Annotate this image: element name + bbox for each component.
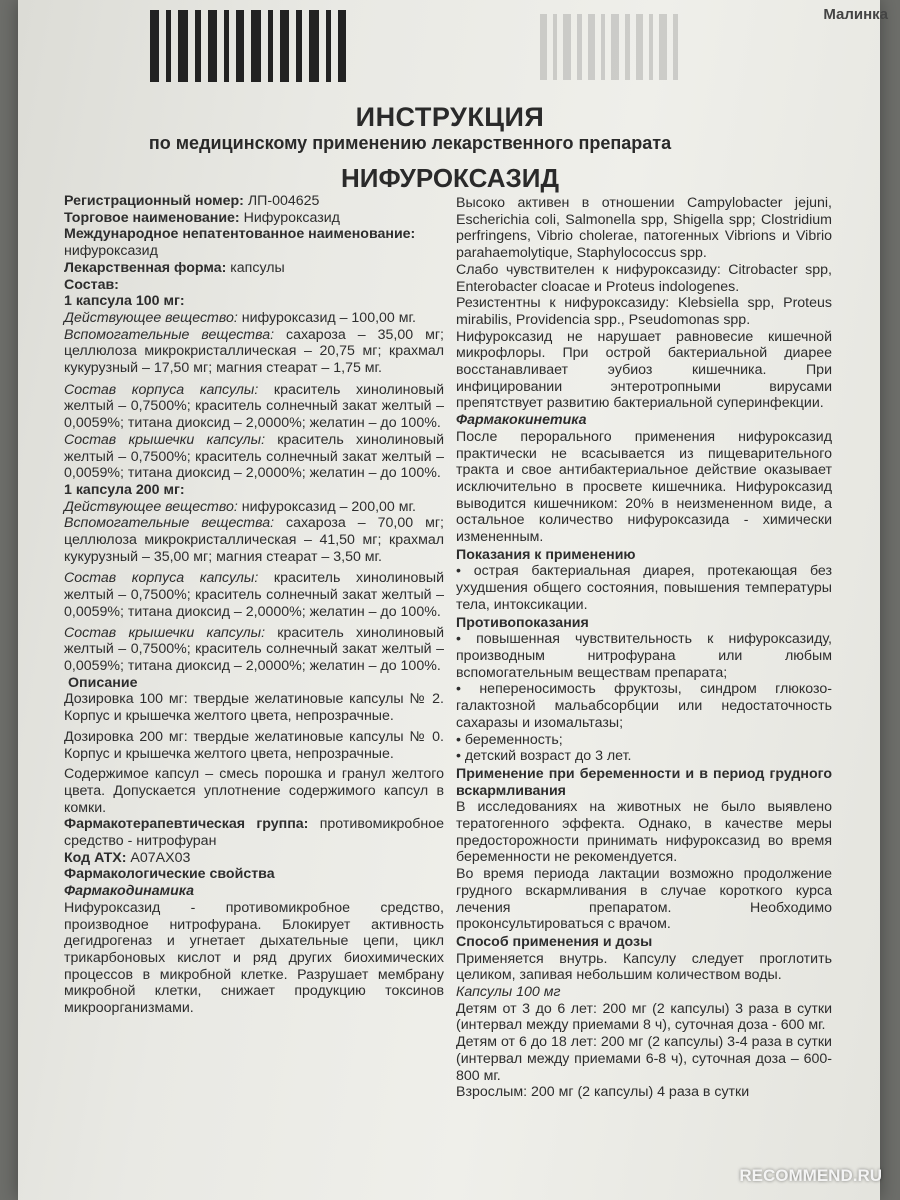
contraindication-item: • детский возраст до 3 лет. <box>456 748 632 765</box>
dosage-heading: Способ применения и дозы <box>456 933 653 950</box>
description-100: Дозировка 100 мг: твердые желатиновые капсулы № 2. Корпус и крышечка желтого цвета, непрозрачные. <box>64 691 444 725</box>
trade-name: Торговое наименование: Нифуроксазид <box>64 209 340 226</box>
dose-100-heading: 1 капсула 100 мг: <box>64 293 185 310</box>
contraindication-item: • повышенная чувствительность к нифуроксазиду, производным нитрофурана или любым вспомогательным веществам препарата; <box>456 631 832 681</box>
active-200: Действующее вещество: нифуроксазид – 200,00 мг. <box>64 498 416 515</box>
atc-code: Код АТХ: A07AX03 <box>64 849 191 866</box>
capsule-body-200: Состав корпуса капсулы: краситель хинолиновый желтый – 0,7500%; краситель солнечный закат желтый – 0,0059%; титана диоксид – 2,0000%; желатин – до 100%. <box>64 570 445 620</box>
dosage-text: Применяется внутрь. Капсулу следует проглотить целиком, запивая небольшим количеством воды. <box>456 950 832 984</box>
barcode-show-through <box>540 14 770 80</box>
pharmacokinetics-text: После перорального применения нифуроксазид практически не всасывается из пищеварительного тракта и свое антибактериальное действие оказывает исключительно в просвете кишечника. Нифуроксазид выводится кишечником: 20% в неизмененном виде, а остальное количество нифуроксазида - химически измененным. <box>456 428 832 546</box>
excipients-100: Вспомогательные вещества: сахароза – 35,00 мг; целлюлоза микрокристаллическая – 20,75 мг; крахмал кукурузный – 17,50 мг; магния стеарат – 1,75 мг. <box>64 326 444 377</box>
description-contents: Содержимое капсул – смесь порошка и гранул желтого цвета. Допускается уплотнение содержимого капсул в комки. <box>64 766 444 816</box>
weak-sensitivity: Слабо чувствителен к нифуроксазиду: Citrobacter spp, Enterobacter cloacae и Proteus indologenes. <box>456 261 832 295</box>
inn-value: нифуроксазид <box>64 243 158 260</box>
pharmacodynamics-heading: Фармакодинамика <box>64 883 195 900</box>
activity-spectrum: Высоко активен в отношении Campylobacter jejuni, Escherichia coli, Salmonella spp, Shigella spp; Clostridium perfringens, Vibrio cholerae, патогенных Vibrions и Vibrio parahaemolytique, Staphylococcus spp. <box>456 195 832 262</box>
leaflet-title: ИНСТРУКЦИЯ <box>355 102 545 132</box>
active-100: Действующее вещество: нифуроксазид – 100,00 мг. <box>64 309 416 326</box>
watermark-author: Малинка <box>823 6 888 23</box>
microflora-note: Нифуроксазид не нарушает равновесие кишечной микрофлоры. При острой бактериальной диарее восстанавливает эубиоз кишечника. При инфицировании энтеротропными вирусами препятствует развитию бактериальной суперинфекции. <box>456 328 832 412</box>
left-column <box>64 193 444 1017</box>
indications-heading: Показания к применению <box>456 546 636 563</box>
barcode <box>150 10 415 82</box>
drug-name: НИФУРОКСАЗИД <box>341 163 559 193</box>
pregnancy-heading: Применение при беременности и в период грудного вскармливания <box>456 765 832 799</box>
excipients-200: Вспомогательные вещества: сахароза – 70,00 мг; целлюлоза микрокристаллическая – 41,50 мг; крахмал кукурузный – 35,00 мг; магния стеарат – 3,50 мг. <box>64 515 444 565</box>
pharmacological-properties-heading: Фармакологические свойства <box>64 866 275 883</box>
dosage-adults: Взрослым: 200 мг (2 капсулы) 4 раза в сутки <box>456 1084 750 1101</box>
description-200: Дозировка 200 мг: твердые желатиновые капсулы № 0. Корпус и крышечка желтого цвета, непрозрачные. <box>64 728 444 762</box>
pharmacotherapeutic-group: Фармакотерапевтическая группа: противомикробное средство - нитрофуран <box>64 816 444 850</box>
contraindication-item: • непереносимость фруктозы, синдром глюкозо-галактозной мальабсорбции или недостаточность сахаразы и изомальтазы; <box>456 681 832 731</box>
dose-200-heading: 1 капсула 200 мг: <box>64 481 185 498</box>
composition-heading: Состав: <box>64 276 119 293</box>
contraindications-heading: Противопоказания <box>456 614 589 631</box>
pharmacokinetics-heading: Фармакокинетика <box>456 412 587 429</box>
dosage-children-3-6: Детям от 3 до 6 лет: 200 мг (2 капсулы) 3 раза в сутки (интервал между приемами 8 ч), суточная доза - 600 мг. <box>456 1000 832 1034</box>
leaflet-subtitle: по медицинскому применению лекарственного препарата <box>148 133 672 153</box>
right-column <box>456 195 832 1101</box>
capsule-cap-200: Состав крышечки капсулы: краситель хинолиновый желтый – 0,7500%; краситель солнечный закат желтый – 0,0059%; титана диоксид – 2,0000%; желатин – до 100%. <box>64 624 445 674</box>
pregnancy-text: В исследованиях на животных не было выявлено тератогенного эффекта. Однако, в качестве меры предосторожности принимать нифуроксазид во время беременности не рекомендуется. <box>456 799 832 866</box>
contraindication-item: • беременность; <box>456 731 563 748</box>
dosage-subheading: Капсулы 100 мг <box>456 984 561 1001</box>
watermark-site: RECOMMEND.RU <box>739 1166 882 1185</box>
capsule-body-100: Состав корпуса капсулы: краситель хинолиновый желтый – 0,7500%; краситель солнечный закат желтый – 0,0059%; титана диоксид – 2,0000%; желатин – до 100%. <box>64 381 445 432</box>
dosage-form: Лекарственная форма: капсулы <box>64 259 285 276</box>
inn-label: Международное непатентованное наименование: <box>64 226 416 243</box>
description-heading: Описание <box>68 674 138 691</box>
resistant-organisms: Резистентны к нифуроксазиду: Klebsiella spp, Proteus mirabilis, Providencia spp., Pseudomonas spp. <box>456 295 832 328</box>
lactation-text: Во время периода лактации возможно продолжение грудного вскармливания в случае короткого курса лечения препаратом. Необходимо проконсультироваться с врачом. <box>456 866 832 933</box>
pharmacodynamics-text: Нифуроксазид - противомикробное средство, производное нитрофурана. Блокирует активность дегидрогеназ и угнетает дыхательные цепи, цикл трикарбоновых кислот и ряд других биохимических процессов в микробной клетке. Разрушает мембрану микробной клетки, снижает продукцию токсинов микроорганизмами. <box>64 899 444 1017</box>
capsule-cap-100: Состав крышечки капсулы: краситель хинолиновый желтый – 0,7500%; краситель солнечный закат желтый – 0,0059%; титана диоксид – 2,0000%; желатин – до 100%. <box>64 431 445 482</box>
dosage-children-6-18: Детям от 6 до 18 лет: 200 мг (2 капсулы) 3-4 раза в сутки (интервал между приемами 6-8 ч), суточная доза – 600-800 мг. <box>456 1034 832 1084</box>
registration-number: Регистрационный номер: ЛП-004625 <box>64 193 320 209</box>
indication-item: • острая бактериальная диарея, протекающая без ухудшения общего состояния, повышения температуры тела, интоксикации. <box>456 563 832 613</box>
